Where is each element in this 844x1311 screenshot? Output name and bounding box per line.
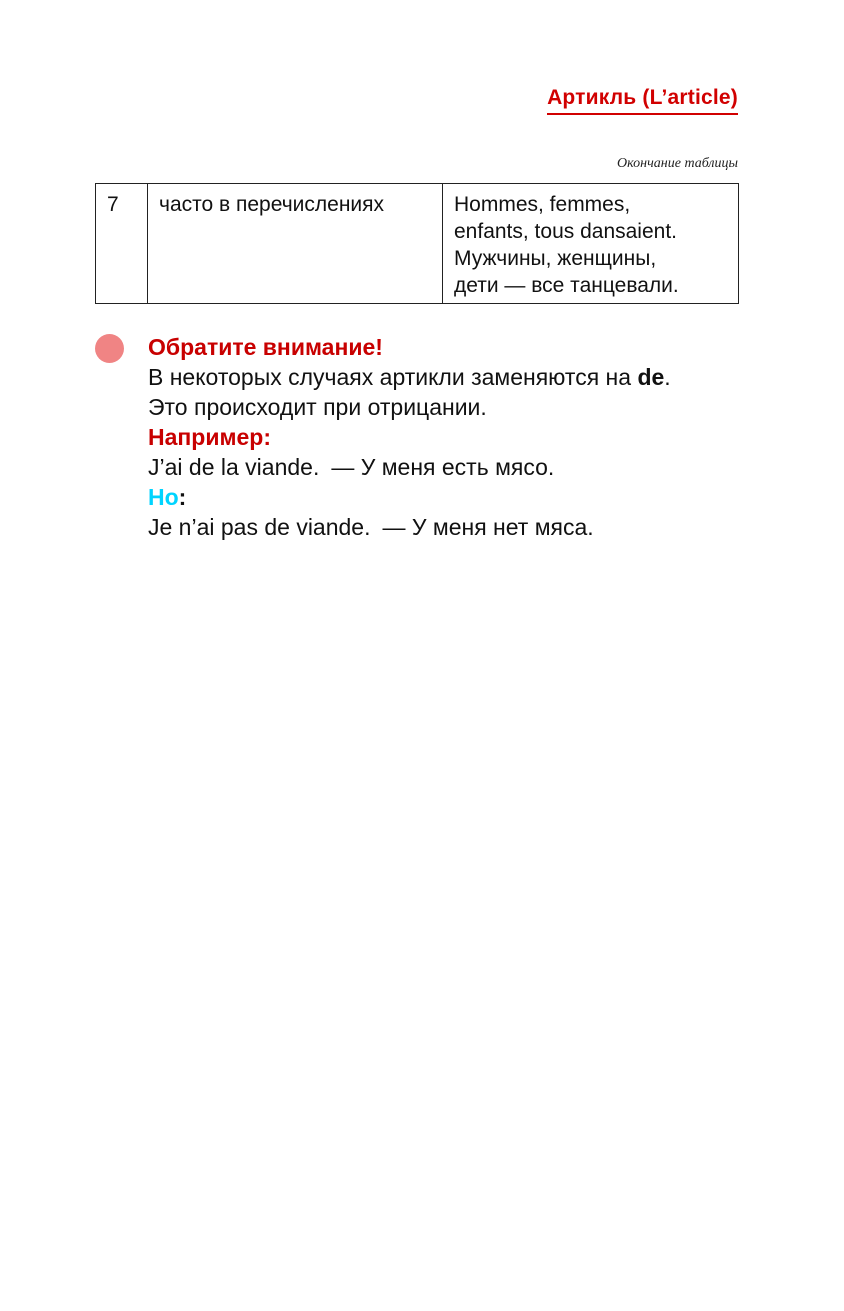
note-keyword-de: de (637, 364, 665, 390)
example-line: Мужчины, женщины, (454, 247, 657, 270)
example-russian: — У меня есть мясо. (331, 454, 555, 480)
table-cell-number: 7 (96, 184, 148, 304)
example-label: Например: (148, 424, 271, 450)
note-line-1-end: . (664, 364, 671, 390)
table-continuation-note: Окончание таблицы (617, 156, 738, 171)
usage-table (95, 183, 739, 304)
table-cell-usage: часто в перечислениях (148, 184, 443, 304)
example-sentence (148, 452, 788, 482)
example-line: Hommes, femmes, (454, 193, 631, 216)
note-line-2: Это происходит при отрицании. (148, 394, 487, 420)
example-line: дети — все танцевали. (454, 274, 679, 297)
table-row (96, 184, 739, 304)
contrast-russian: — У меня нет мяса. (382, 514, 594, 540)
note-line-1 (148, 362, 788, 392)
note-title: Обратите внимание! (148, 334, 383, 360)
example-line: enfants, tous dansaient. (454, 220, 677, 243)
note-line-1-text: В некоторых случаях артикли заменяются на (148, 364, 638, 390)
bullet-circle-icon (95, 334, 124, 363)
note-body (148, 332, 788, 542)
example-french: J’ai de la viande. (148, 454, 320, 480)
contrast-label: Но (148, 484, 179, 510)
contrast-label-line (148, 482, 788, 512)
contrast-colon: : (178, 484, 187, 510)
running-header-title: Артикль (L’article) (547, 86, 738, 115)
contrast-sentence (148, 512, 788, 542)
table-cell-example (443, 184, 739, 304)
contrast-french: Je n’ai pas de viande. (148, 514, 371, 540)
